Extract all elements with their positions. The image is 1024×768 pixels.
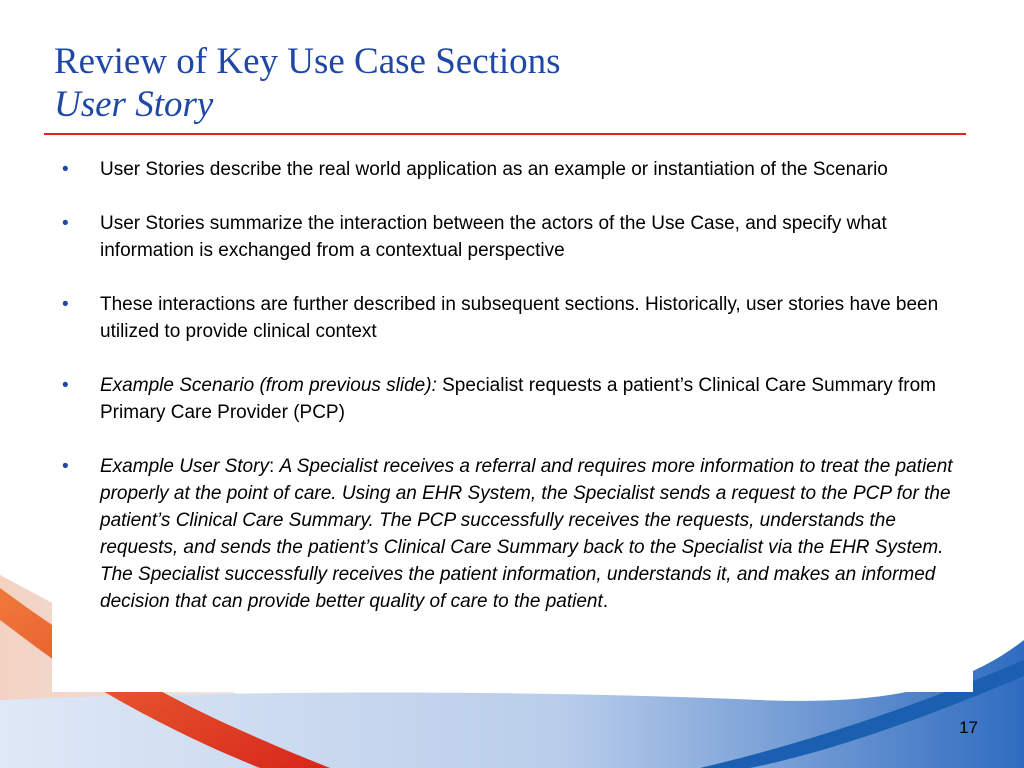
bullet-item	[62, 372, 968, 426]
slide-title-subtitle: User Story	[54, 84, 214, 125]
bullet-item	[62, 210, 968, 264]
bullet-text: User Stories describe the real world application as an example or instantiation of the Scenario	[100, 159, 888, 180]
bullet-dot-icon: •	[62, 294, 69, 315]
bullet-list	[62, 156, 968, 642]
bullet-text: These interactions are further described in subsequent sections. Historically, user stories have been utilized to provide clinical context	[100, 294, 939, 342]
bullet-label: Example User Story	[100, 456, 269, 477]
page-number: 17	[959, 718, 978, 737]
bullet-dot-icon: •	[62, 159, 69, 180]
bullet-end: .	[602, 591, 609, 612]
bullet-item	[62, 453, 968, 615]
bullet-text: User Stories summarize the interaction between the actors of the Use Case, and specify what information is exchanged from a contextual perspective	[100, 213, 887, 261]
bullet-dot-icon: •	[62, 213, 69, 234]
bullet-dot-icon: •	[62, 456, 69, 477]
bullet-dot-icon: •	[62, 375, 69, 396]
slide-title-main: Review of Key Use Case Sections	[54, 41, 561, 82]
bullet-item	[62, 156, 968, 183]
slide-title	[54, 40, 561, 126]
bullet-text: Specialist requests a patient’s Clinical Care Summary from Primary Care Provider (PCP)	[100, 375, 936, 423]
title-divider-line	[44, 133, 966, 135]
bullet-label: Example Scenario (from previous slide):	[100, 375, 437, 396]
bullet-text: A Specialist receives a referral and requires more information to treat the patient properly at the point of care. Using an EHR System, the Specialist sends a request to the PCP for the patient’s Clinical Care Summary. The PCP successfully receives the requests, understands the requests, and sends the patient’s Clinical Care Summary back to the Specialist via the EHR System. The Specialist successfully receives the patient information, understands it, and makes an informed decision that can provide better quality of care to the patient	[100, 456, 953, 612]
bullet-separator: :	[268, 456, 280, 477]
bullet-item	[62, 291, 968, 345]
